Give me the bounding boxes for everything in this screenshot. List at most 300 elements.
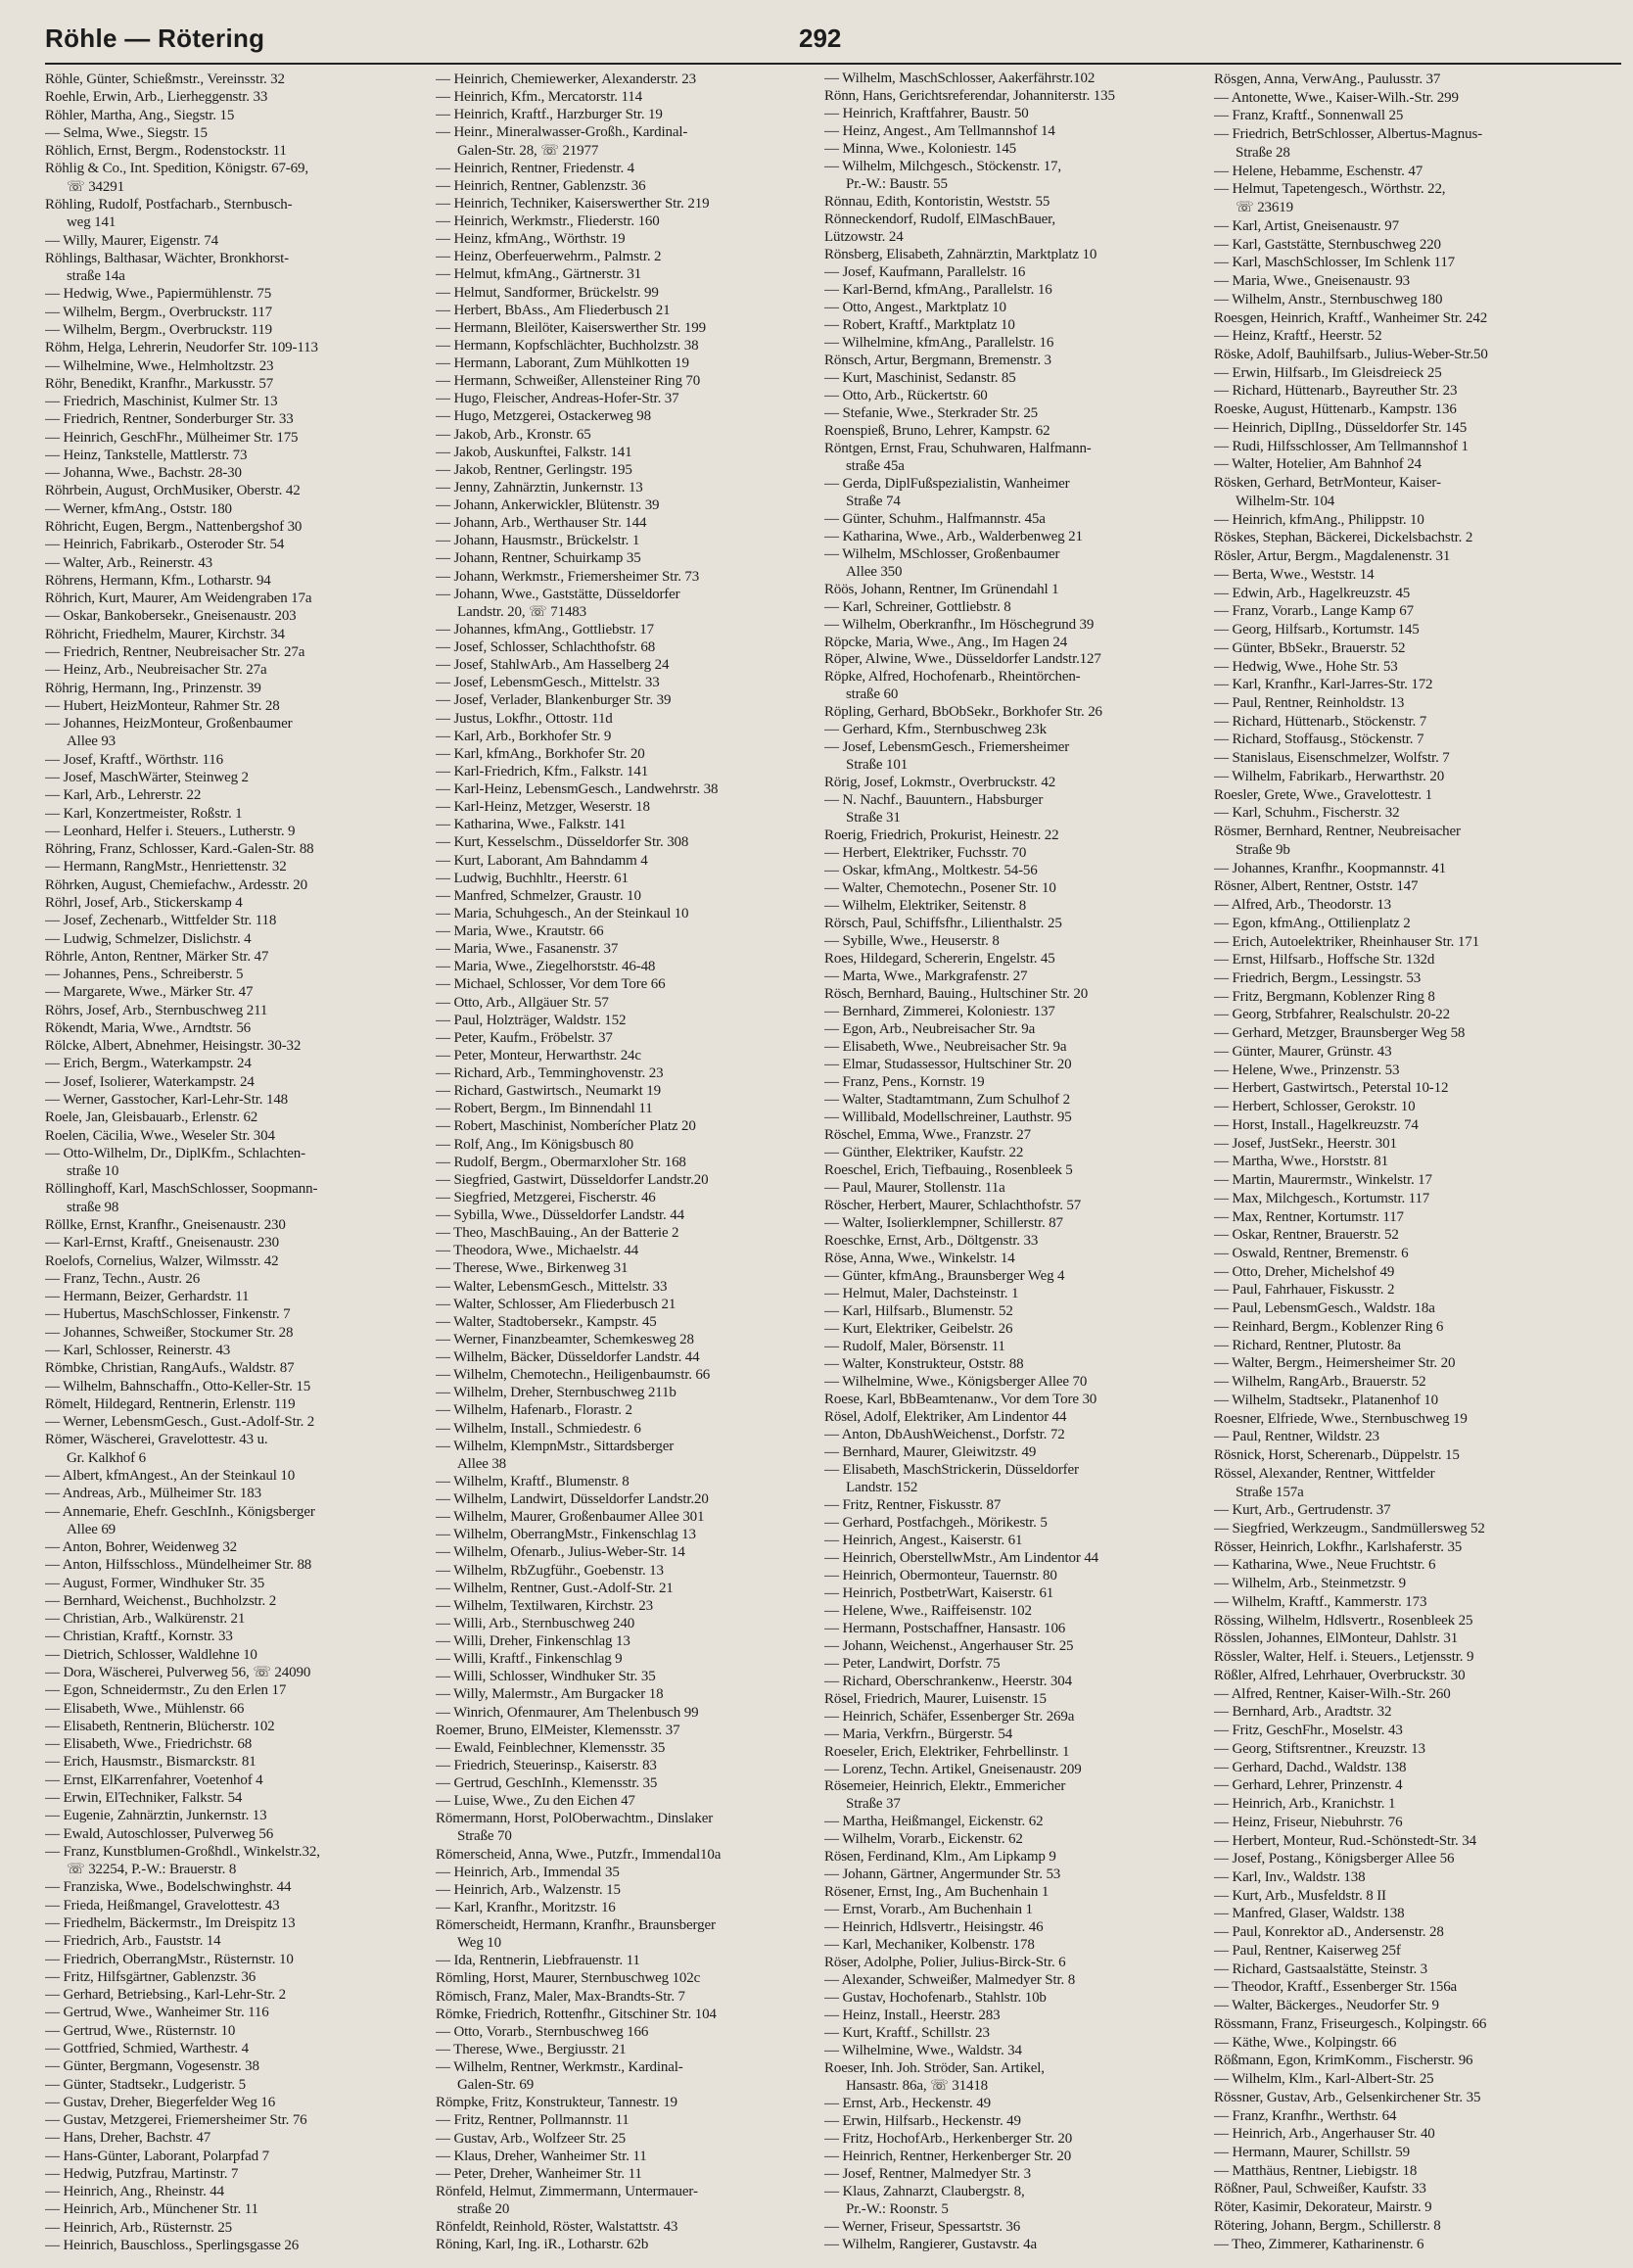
directory-entry: — Maria, Verkfrn., Bürgerstr. 54 [824,1725,1013,1742]
directory-entry: straße 45a [846,457,905,474]
directory-entry: — Friedrich, BetrSchlosser, Albertus-Magnus- [1214,126,1483,143]
directory-entry: — Wilhelm, Textilwaren, Kirchstr. 23 [436,1597,653,1614]
directory-entry: Rößler, Alfred, Lehrhauer, Overbruckstr. 30 [1214,1667,1466,1683]
directory-entry: — Walter, Stadtamtmann, Zum Schulhof 2 [824,1092,1070,1109]
directory-entry: — Katharina, Wwe., Neue Fruchtstr. 6 [1214,1557,1436,1574]
directory-entry: — Gertrud, GeschInh., Klemensstr. 35 [436,1775,658,1791]
directory-entry: Röhler, Martha, Ang., Siegstr. 15 [45,107,235,123]
directory-entry: — Ewald, Feinblechner, Klemensstr. 35 [436,1739,666,1756]
directory-entry: — Karl, Konzertmeister, Roßstr. 1 [45,805,243,822]
directory-entry: Allee 38 [457,1455,507,1472]
directory-entry: — Wilhelm, Ofenarb., Julius-Weber-Str. 14 [436,1544,685,1561]
directory-entry: Roeschke, Ernst, Arb., Döltgenstr. 33 [824,1232,1039,1249]
directory-entry: — Hermann, Postschaffner, Hansastr. 106 [824,1620,1066,1636]
directory-entry: — Heinrich, kfmAng., Philippstr. 10 [1214,511,1424,528]
directory-entry: — Hermann, Schweißer, Allensteiner Ring 70 [436,373,701,390]
directory-entry: Rönn, Hans, Gerichtsreferendar, Johanniterstr. 135 [824,87,1115,104]
directory-entry: — Heinrich, Arb., Münchener Str. 11 [45,2201,258,2218]
directory-entry: — Heinrich, GeschFhr., Mülheimer Str. 175 [45,429,299,446]
directory-entry: — Wilhelm, Kraftf., Kammerstr. 173 [1214,1593,1427,1610]
directory-entry: — Heinrich, DiplIng., Düsseldorfer Str. 145 [1214,419,1468,436]
header-rule [45,63,1621,65]
directory-entry: — Ernst, Vorarb., Am Buchenhain 1 [824,1902,1033,1918]
directory-entry: — Hans, Dreher, Bachstr. 47 [45,2130,211,2147]
directory-entry: — Helmut, Tapetengesch., Wörthstr. 22, [1214,181,1446,198]
directory-entry: Straße 31 [846,810,901,827]
directory-entry: — Heinrich, Rentner, Gablenzstr. 36 [436,177,646,194]
directory-entry: — Otto, Angest., Marktplatz 10 [824,299,1006,315]
directory-entry: — Wilhelm, Oberkranfhr., Im Höschegrund 39 [824,616,1095,633]
directory-entry: — Heinrich, Fabrikarb., Osteroder Str. 54 [45,537,285,553]
directory-entry: — Elisabeth, Wwe., Mühlenstr. 66 [45,1700,245,1717]
directory-entry: — Frieda, Heißmangel, Gravelottestr. 43 [45,1897,280,1914]
directory-entry: — Stanislaus, Eisenschmelzer, Wolfstr. 7 [1214,750,1450,767]
directory-entry: — Hans-Günter, Laborant, Polarpfad 7 [45,2148,269,2164]
directory-entry: — Wilhelm, RbZugführ., Goebenstr. 13 [436,1562,664,1579]
directory-entry: — Josef, Verlader, Blankenburger Str. 39 [436,692,672,709]
directory-entry: Roes, Hildegard, Schererin, Engelstr. 45 [824,951,1055,968]
directory-entry: Straße 74 [846,493,901,509]
directory-entry: — Wilhelm, Elektriker, Seitenstr. 8 [824,898,1027,915]
directory-entry: — Martha, Wwe., Horststr. 81 [1214,1154,1388,1170]
directory-entry: — Heinrich, Arb., Immendal 35 [436,1864,620,1880]
directory-entry: — Karl-Bernd, kfmAng., Parallelstr. 16 [824,281,1052,298]
directory-entry: — Josef, Kaufmann, Parallelstr. 16 [824,263,1026,280]
directory-entry: — Georg, Strbfahrer, Realschulstr. 20-22 [1214,1007,1450,1023]
directory-entry: — Hermann, RangMstr., Henriettenstr. 32 [45,859,287,875]
directory-entry: — Werner, Gasstocher, Karl-Lehr-Str. 148 [45,1092,289,1109]
directory-entry: — Maria, Wwe., Ziegelhorststr. 46-48 [436,959,656,975]
directory-entry: — Helene, Wwe., Raiffeisenstr. 102 [824,1602,1032,1619]
directory-entry: Rösgen, Anna, VerwAng., Paulusstr. 37 [1214,71,1441,87]
directory-entry: — Bernhard, Zimmerei, Koloniestr. 137 [824,1004,1055,1020]
directory-entry: Rönneckendorf, Rudolf, ElMaschBauer, [824,211,1056,227]
directory-entry: — Elisabeth, MaschStrickerin, Düsseldorfer [824,1461,1079,1478]
directory-entry: Rösemeier, Heinrich, Elektr., Emmericher [824,1778,1066,1795]
directory-entry: — Alfred, Rentner, Kaiser-Wilh.-Str. 260 [1214,1685,1451,1702]
directory-entry: — Katharina, Wwe., Falkstr. 141 [436,817,627,833]
directory-entry: — Elisabeth, Wwe., Neubreisacher Str. 9a [824,1039,1067,1056]
directory-entry: — Karl, Arb., Borkhofer Str. 9 [436,728,612,744]
directory-entry: — Walter, Hotelier, Am Bahnhof 24 [1214,456,1422,473]
directory-entry: — Maria, Wwe., Gneisenaustr. 93 [1214,273,1411,290]
directory-entry: Römpke, Fritz, Konstrukteur, Tannestr. 19 [436,2095,677,2111]
directory-entry: — Erich, Bergm., Waterkampstr. 24 [45,1056,252,1072]
directory-column-4 [1214,71,1594,2260]
directory-entry: — Wilhelm, OberrangMstr., Finkenschlag 13 [436,1527,696,1543]
directory-entry: ☏ 23619 [1236,200,1293,216]
directory-entry: — Wilhelmine, Wwe., Helmholtzstr. 23 [45,357,274,374]
directory-entry: — Elisabeth, Wwe., Friedrichstr. 68 [45,1736,253,1753]
directory-entry: — Georg, Stiftsrentner., Kreuzstr. 13 [1214,1740,1425,1757]
directory-entry: — Marta, Wwe., Markgrafenstr. 27 [824,969,1028,985]
directory-entry: — Bernhard, Weichenst., Buchholzstr. 2 [45,1592,277,1609]
directory-entry: — Heinrich, OberstellwMstr., Am Lindentor 44 [824,1549,1099,1566]
directory-entry: — Josef, Kraftf., Wörthstr. 116 [45,751,223,768]
directory-entry: — Johann, Arb., Werthauser Str. 144 [436,515,647,532]
directory-entry: — Walter, Stadtobersekr., Kampstr. 45 [436,1313,657,1330]
directory-entry: Röhrl, Josef, Arb., Stickerskamp 4 [45,894,243,911]
directory-entry: — Heinrich, Techniker, Kaiserswerther Str. 219 [436,195,710,212]
directory-entry: — Christian, Kraftf., Kornstr. 33 [45,1629,233,1645]
directory-entry: — Walter, Bergm., Heimersheimer Str. 20 [1214,1355,1456,1372]
directory-entry: — Heinrich, Kraftfahrer, Baustr. 50 [824,105,1029,121]
directory-entry: Rösch, Bernhard, Bauing., Hultschiner Str. 20 [824,986,1089,1003]
directory-entry: Straße 70 [457,1828,512,1845]
directory-entry: — Wilhelm, RangArb., Brauerstr. 52 [1214,1374,1426,1391]
directory-entry: Röter, Kasimir, Dekorateur, Mairstr. 9 [1214,2199,1432,2216]
directory-entry: — Hermann, Laborant, Zum Mühlkotten 19 [436,355,689,371]
directory-entry: Galen-Str. 28, ☏ 21977 [457,142,599,159]
directory-entry: — Hubertus, MaschSchlosser, Finkenstr. 7 [45,1306,291,1323]
directory-entry: — Antonette, Wwe., Kaiser-Wilh.-Str. 299 [1214,89,1459,106]
directory-entry: Römling, Horst, Maurer, Sternbuschweg 102c [436,1970,701,1987]
directory-entry: — Gerhard, Lehrer, Prinzenstr. 4 [1214,1777,1403,1794]
directory-entry: — Johann, Wwe., Gaststätte, Düsseldorfer [436,586,680,602]
directory-entry: — Horst, Install., Hagelkreuzstr. 74 [1214,1116,1419,1133]
directory-entry: — Heinrich, Kraftf., Harzburger Str. 19 [436,107,663,123]
directory-entry: — Helmut, kfmAng., Gärtnerstr. 31 [436,266,642,283]
directory-entry: — Martha, Heißmangel, Eickenstr. 62 [824,1814,1044,1830]
directory-entry: Römelt, Hildegard, Rentnerin, Erlenstr. 119 [45,1395,296,1412]
directory-entry: Röhricht, Eugen, Bergm., Nattenbergshof 30 [45,519,303,536]
directory-entry: — Fritz, GeschFhr., Moselstr. 43 [1214,1723,1403,1739]
directory-entry: Rösel, Friedrich, Maurer, Luisenstr. 15 [824,1690,1047,1707]
directory-entry: — Gottfried, Schmied, Warthestr. 4 [45,2040,249,2056]
directory-entry: — Friedrich, Steuerinsp., Kaiserstr. 83 [436,1757,657,1773]
directory-entry: Röper, Alwine, Wwe., Düsseldorfer Landstr.127 [824,651,1101,668]
directory-entry: — Walter, Arb., Reinerstr. 43 [45,554,213,571]
directory-entry: — Wilhelm, Vorarb., Eickenstr. 62 [824,1831,1023,1848]
directory-entry: — Karl, Kranfhr., Moritzstr. 16 [436,1899,616,1915]
directory-entry: — Josef, JustSekr., Heerstr. 301 [1214,1135,1397,1152]
directory-entry: — Heinrich, Bauschloss., Sperlingsgasse 26 [45,2238,300,2254]
directory-entry: — Albert, kfmAngest., An der Steinkaul 10 [45,1467,296,1484]
directory-entry: — Paul, Rentner, Reinholdstr. 13 [1214,694,1405,711]
directory-entry: — Friedrich, Bergm., Lessingstr. 53 [1214,969,1422,986]
directory-entry: — Willi, Schlosser, Windhuker Str. 35 [436,1669,656,1685]
directory-entry: — Wilhelm, Chemotechn., Heiligenbaumstr. 66 [436,1367,711,1384]
directory-entry: Röhrich, Kurt, Maurer, Am Weidengraben 17a [45,591,312,607]
directory-entry: — Günter, BbSekr., Brauerstr. 52 [1214,639,1406,656]
directory-entry: — Josef, Isolierer, Waterkampstr. 24 [45,1073,255,1090]
directory-entry: — Bernhard, Maurer, Gleiwitzstr. 49 [824,1443,1037,1460]
directory-entry: Röhring, Franz, Schlosser, Kard.-Galen-Str. 88 [45,841,314,858]
directory-entry: — Max, Rentner, Kortumstr. 117 [1214,1208,1404,1225]
directory-entry: — Fritz, Rentner, Pollmannstr. 11 [436,2112,630,2129]
directory-entry: Rösnick, Horst, Scherenarb., Düppelstr. 15 [1214,1447,1460,1464]
directory-entry: — Wilhelm, Anstr., Sternbuschweg 180 [1214,291,1443,307]
directory-entry: — Justus, Lokfhr., Ottostr. 11d [436,710,613,727]
directory-entry: — Friedrich, Maschinist, Kulmer Str. 13 [45,394,278,410]
directory-entry: Römer, Wäscherei, Gravelottestr. 43 u. [45,1432,268,1448]
directory-entry: Röske, Adolf, Bauhilfsarb., Julius-Weber-Str.50 [1214,347,1488,363]
directory-entry: — Hugo, Metzgerei, Ostackerweg 98 [436,408,651,425]
directory-entry: — Christian, Arb., Walkürenstr. 21 [45,1611,246,1628]
directory-entry: — Josef, Postang., Königsberger Allee 56 [1214,1851,1455,1867]
directory-entry: — Egon, Arb., Neubreisacher Str. 9a [824,1021,1036,1038]
directory-entry: — Heinrich, Arb., Walzenstr. 15 [436,1881,621,1898]
directory-entry: Rökendt, Maria, Wwe., Arndtstr. 56 [45,1019,252,1036]
directory-entry: Rötering, Johann, Bergm., Schillerstr. 8 [1214,2217,1441,2234]
directory-entry: Röhlich, Ernst, Bergm., Rodenstockstr. 11 [45,143,287,160]
directory-entry: Rörig, Josef, Lokmstr., Overbruckstr. 42 [824,775,1056,791]
directory-entry: — Hermann, Kopfschlächter, Buchholzstr. 38 [436,337,699,354]
directory-entry: — Anton, Bohrer, Weidenweg 32 [45,1539,238,1556]
directory-entry: Röning, Karl, Ing. iR., Lotharstr. 62b [436,2237,649,2253]
directory-entry: — Kurt, Laborant, Am Bahndamm 4 [436,852,648,869]
directory-entry: Rönfeldt, Reinhold, Röster, Walstattstr. 43 [436,2219,678,2236]
directory-entry: — Heinrich, Obermonteur, Tauernstr. 80 [824,1567,1057,1583]
directory-entry: Röskes, Stephan, Bäckerei, Dickelsbachstr. 2 [1214,530,1473,546]
directory-entry: Hansastr. 86a, ☏ 31418 [846,2078,989,2095]
directory-entry: Roenspieß, Bruno, Lehrer, Kampstr. 62 [824,422,1050,439]
directory-entry: — Hedwig, Putzfrau, Martinstr. 7 [45,2165,239,2182]
directory-entry: — Richard, Arb., Temminghovenstr. 23 [436,1065,664,1081]
directory-entry: — Fritz, Bergmann, Koblenzer Ring 8 [1214,988,1435,1005]
directory-entry: — Theodor, Kraftf., Essenberger Str. 156a [1214,1979,1458,1996]
directory-entry: Röhrken, August, Chemiefachw., Ardesstr. 20 [45,876,307,893]
directory-entry: Röhle, Günter, Schießmstr., Vereinsstr. 32 [45,71,285,87]
directory-entry: Rößner, Paul, Schweißer, Kaufstr. 33 [1214,2181,1426,2197]
directory-entry: — Selma, Wwe., Siegstr. 15 [45,124,208,141]
directory-entry: — Franz, Kraftf., Sonnenwall 25 [1214,108,1404,124]
directory-entry: — Heinz, kfmAng., Wörthstr. 19 [436,231,626,248]
directory-entry: Rösner, Albert, Rentner, Oststr. 147 [1214,878,1419,895]
directory-entry: — Hedwig, Wwe., Hohe Str. 53 [1214,658,1398,675]
directory-entry: — Kurt, Arb., Musfeldstr. 8 II [1214,1887,1386,1904]
directory-entry: — Ewald, Autoschlosser, Pulverweg 56 [45,1825,274,1842]
directory-entry: — Wilhelm, Kraftf., Blumenstr. 8 [436,1473,630,1489]
directory-entry: — Wilhelm, Bergm., Overbruckstr. 119 [45,321,273,338]
directory-entry: — Franz, Pens., Kornstr. 19 [824,1074,985,1091]
directory-entry: — Friedrich, OberrangMstr., Rüsternstr. 10 [45,1951,294,1967]
directory-entry: — Siegfried, Gastwirt, Düsseldorfer Landstr.20 [436,1171,709,1188]
directory-entry: — Paul, LebensmGesch., Waldstr. 18a [1214,1300,1435,1317]
directory-entry: — Heinrich, Chemiewerker, Alexanderstr. 23 [436,71,696,87]
directory-entry: — Heinz, Friseur, Niebuhrstr. 76 [1214,1814,1403,1830]
directory-entry: Rösel, Adolf, Elektriker, Am Lindentor 44 [824,1408,1067,1425]
directory-entry: — Robert, Bergm., Im Binnendahl 11 [436,1101,653,1117]
directory-entry: — Eugenie, Zahnärztin, Junkernstr. 13 [45,1808,267,1824]
directory-entry: — Friedrich, Rentner, Neubreisacher Str. 27a [45,644,305,660]
directory-entry: — Katharina, Wwe., Arb., Walderbenweg 21 [824,528,1083,544]
directory-entry: — Anton, Hilfsschloss., Mündelheimer Str. 88 [45,1557,312,1574]
directory-entry: Roelen, Cäcilia, Wwe., Weseler Str. 304 [45,1127,275,1144]
directory-entry: straße 14a [67,268,125,285]
directory-entry: Römisch, Franz, Maler, Max-Brandts-Str. 7 [436,1988,685,2005]
directory-entry: — Heinrich, Werkmstr., Fliederstr. 160 [436,213,660,229]
directory-entry: Gr. Kalkhof 6 [67,1449,146,1466]
directory-entry: Rösmer, Bernhard, Rentner, Neubreisacher [1214,824,1461,840]
directory-entry: Röscher, Herbert, Maurer, Schlachthofstr. 57 [824,1198,1082,1213]
directory-entry: — Herbert, Schlosser, Gerokstr. 10 [1214,1099,1416,1115]
directory-entry: Röhlig & Co., Int. Spedition, Königstr. 67-69, [45,161,308,177]
directory-entry: — Matthäus, Rentner, Liebigstr. 18 [1214,2162,1418,2179]
directory-entry: Allee 93 [67,733,117,750]
directory-entry: — Manfred, Glaser, Waldstr. 138 [1214,1906,1405,1922]
directory-entry: — Otto, Arb., Rückertstr. 60 [824,387,988,403]
directory-entry: — Paul, Konrektor aD., Andersenstr. 28 [1214,1924,1444,1941]
directory-entry: — Fritz, Hilfsgärtner, Gablenzstr. 36 [45,1968,257,1985]
directory-entry: — Oskar, kfmAng., Moltkestr. 54-56 [824,863,1038,879]
directory-entry: — Heinrich, PostbetrWart, Kaiserstr. 61 [824,1584,1054,1601]
directory-entry: — Herbert, Monteur, Rud.-Schönstedt-Str. 34 [1214,1832,1476,1849]
directory-entry: Roesner, Elfriede, Wwe., Sternbuschweg 19 [1214,1410,1468,1427]
directory-entry: — Dora, Wäscherei, Pulverweg 56, ☏ 24090 [45,1665,311,1681]
directory-entry: — Johann, Weichenst., Angerhauser Str. 25 [824,1637,1074,1654]
directory-entry: — Wilhelm, Rentner, Werkmstr., Kardinal- [436,2059,683,2075]
page-number: 292 [799,24,842,53]
directory-entry: Rönfeld, Helmut, Zimmermann, Untermauer- [436,2183,698,2199]
directory-entry: — Willy, Malermstr., Am Burgacker 18 [436,1686,664,1703]
directory-entry: — Ludwig, Buchhltr., Heerstr. 61 [436,870,629,886]
directory-entry: — Johannes, kfmAng., Gottliebstr. 17 [436,621,654,638]
directory-entry: Rönsch, Artur, Bergmann, Bremenstr. 3 [824,352,1051,368]
directory-entry: — Reinhard, Bergm., Koblenzer Ring 6 [1214,1318,1444,1335]
directory-entry: Rörsch, Paul, Schiffsfhr., Lilienthalstr. 25 [824,916,1062,932]
directory-entry: — Luise, Wwe., Zu den Eichen 47 [436,1793,635,1810]
directory-entry: — Maria, Schuhgesch., An der Steinkaul 10 [436,905,689,921]
directory-entry: — Ida, Rentnerin, Liebfrauenstr. 11 [436,1953,640,1969]
directory-entry: — Franziska, Wwe., Bodelschwinghstr. 44 [45,1879,292,1896]
directory-entry: Landstr. 20, ☏ 71483 [457,603,587,620]
directory-entry: — Leonhard, Helfer i. Steuers., Lutherstr. 9 [45,823,296,839]
directory-entry: — Karl, MaschSchlosser, Im Schlenk 117 [1214,255,1456,271]
directory-entry: — Gerda, DiplFußspezialistin, Wanheimer [824,475,1070,492]
directory-entry: — Karl, Hilfsarb., Blumenstr. 52 [824,1302,1013,1319]
directory-entry: Lützowstr. 24 [824,228,904,245]
directory-entry: — Karl, Schreiner, Gottliebstr. 8 [824,598,1011,615]
directory-entry: — Karl, Artist, Gneisenaustr. 97 [1214,217,1399,234]
directory-entry: — Wilhelm, KlempnMstr., Sittardsberger [436,1438,675,1454]
directory-entry: Rössmann, Franz, Friseurgesch., Kolpingstr. 66 [1214,2015,1487,2032]
directory-entry: Roesgen, Heinrich, Kraftf., Wanheimer Str. 242 [1214,309,1488,326]
directory-entry: — Otto-Wilhelm, Dr., DiplKfm., Schlachten- [45,1145,305,1161]
directory-entry: — Josef, LebensmGesch., Mittelstr. 33 [436,675,660,691]
directory-entry: Roehle, Erwin, Arb., Lierheggenstr. 33 [45,89,268,106]
directory-entry: Rösken, Gerhard, BetrMonteur, Kaiser- [1214,475,1441,492]
directory-entry: — Heinrich, Rentner, Friedenstr. 4 [436,160,635,176]
directory-entry: — Wilhelmine, Wwe., Waldstr. 34 [824,2043,1022,2059]
directory-entry: — Josef, Schlosser, Schlachthofstr. 68 [436,639,656,655]
directory-entry: — Josef, Zechenarb., Wittfelder Str. 118 [45,913,277,929]
directory-entry: — Wilhelm, Bergm., Overbruckstr. 117 [45,304,273,320]
directory-entry: — Minna, Wwe., Koloniestr. 145 [824,140,1017,157]
directory-entry: — Jakob, Rentner, Gerlingstr. 195 [436,461,632,478]
directory-entry: Röhling, Rudolf, Postfacharb., Sternbusch- [45,196,293,213]
directory-entry: — Ernst, ElKarrenfahrer, Voetenhof 4 [45,1772,263,1788]
directory-entry: — Richard, Gastsaalstätte, Steinstr. 3 [1214,1961,1428,1977]
directory-entry: — Fritz, HochofArb., Herkenberger Str. 20 [824,2131,1073,2148]
directory-entry: — Richard, Gastwirtsch., Neumarkt 19 [436,1083,661,1100]
directory-entry: — Heinz, Kraftf., Heerstr. 52 [1214,328,1382,345]
directory-entry: Pr.-W.: Roonstr. 5 [846,2201,949,2218]
directory-column-3 [824,71,1204,2260]
directory-entry: — Erwin, ElTechniker, Falkstr. 54 [45,1790,243,1806]
directory-entry: Röpke, Alfred, Hochofenarb., Rheintörchen- [824,669,1081,685]
directory-entry: — Johanna, Wwe., Bachstr. 28-30 [45,465,242,482]
directory-entry: — August, Former, Windhuker Str. 35 [45,1575,265,1591]
directory-entry: — Wilhelm, MSchlosser, Großenbaumer [824,545,1060,562]
directory-entry: Wilhelm-Str. 104 [1236,493,1335,509]
directory-entry: — Karl, Schuhm., Fischerstr. 32 [1214,805,1400,822]
directory-entry: — Heinz, Oberfeuerwehrm., Palmstr. 2 [436,249,662,265]
directory-entry: — Karl, kfmAng., Borkhofer Str. 20 [436,745,645,762]
directory-entry: ☏ 34291 [67,178,124,195]
directory-entry: — Klaus, Zahnarzt, Claubergstr. 8, [824,2184,1025,2200]
directory-entry: — Wilhelm, Dreher, Sternbuschweg 211b [436,1385,677,1401]
directory-entry: — Therese, Wwe., Bergiusstr. 21 [436,2041,627,2057]
directory-entry: — Peter, Dreher, Wanheimer Str. 11 [436,2165,642,2182]
directory-entry: Roesler, Grete, Wwe., Gravelottestr. 1 [1214,786,1432,803]
directory-entry: — Hermann, Bleilöter, Kaiserswerther Str. 199 [436,319,706,336]
directory-entry: Röser, Adolphe, Polier, Julius-Birck-Str. 6 [824,1955,1066,1971]
directory-entry: — Ernst, Hilfsarb., Hoffsche Str. 132d [1214,952,1435,969]
directory-column-1 [45,71,425,2260]
directory-entry: — Heinrich, Angest., Kaiserstr. 61 [824,1532,1023,1548]
directory-entry: Röhricht, Friedhelm, Maurer, Kirchstr. 34 [45,626,285,642]
directory-entry: — Heinrich, Schäfer, Essenberger Str. 269a [824,1708,1075,1725]
directory-entry: — Günter, Stadtsekr., Ludgeristr. 5 [45,2076,246,2093]
directory-entry: — Werner, kfmAng., Oststr. 180 [45,500,232,517]
directory-entry: — Wilhelm, MaschSchlosser, Aakerfährstr.102 [824,71,1096,86]
directory-entry: — Heinrich, Arb., Kranichstr. 1 [1214,1796,1396,1813]
directory-entry: — Gerhard, Metzger, Braunsberger Weg 58 [1214,1025,1466,1042]
directory-entry: — Karl, Gaststätte, Sternbuschweg 220 [1214,236,1441,253]
directory-entry: — Heinrich, Arb., Angerhauser Str. 40 [1214,2126,1435,2143]
directory-entry: — Annemarie, Ehefr. GeschInh., Königsberger [45,1503,315,1520]
directory-entry: — Heinz, Angest., Am Tellmannshof 14 [824,122,1055,139]
directory-entry: — Max, Milchgesch., Kortumstr. 117 [1214,1190,1430,1206]
directory-entry: — Josef, LebensmGesch., Friemersheimer [824,739,1070,756]
directory-entry: — Johann, Gärtner, Angermunder Str. 53 [824,1866,1061,1883]
directory-entry: — Rudolf, Maler, Börsenstr. 11 [824,1338,1005,1354]
directory-entry: Weg 10 [457,1935,501,1952]
directory-entry: Röhrens, Hermann, Kfm., Lotharstr. 94 [45,572,271,589]
directory-entry: — Josef, MaschWärter, Steinweg 2 [45,769,249,785]
directory-entry: — Johann, Hausmstr., Brückelstr. 1 [436,533,640,549]
directory-entry: — Friedrich, Arb., Fauststr. 14 [45,1933,221,1950]
directory-entry: — Otto, Vorarb., Sternbuschweg 166 [436,2023,649,2040]
directory-entry: — Sybille, Wwe., Heuserstr. 8 [824,933,1000,950]
directory-entry: — Sybilla, Wwe., Düsseldorfer Landstr. 44 [436,1207,684,1223]
directory-entry: Röhlings, Balthasar, Wächter, Bronkhorst- [45,250,289,266]
directory-entry: — Robert, Maschinist, Nomberícher Platz 20 [436,1118,696,1135]
directory-entry: Straße 9b [1236,841,1290,858]
directory-entry: Rößmann, Egon, KrimKomm., Fischerstr. 96 [1214,2053,1473,2069]
directory-entry: — Günter, Maurer, Grünstr. 43 [1214,1043,1392,1060]
directory-entry: — Hedwig, Wwe., Papiermühlenstr. 75 [45,286,272,303]
directory-entry: — Manfred, Schmelzer, Graustr. 10 [436,887,641,904]
directory-entry: — Gertrud, Wwe., Rüsternstr. 10 [45,2022,236,2039]
directory-entry: — Richard, Stoffausg., Stöckenstr. 7 [1214,732,1424,748]
directory-entry: Römermann, Horst, PolOberwachtm., Dinslaker [436,1811,714,1827]
directory-entry: — Karl-Ernst, Kraftf., Gneisenaustr. 230 [45,1235,279,1252]
directory-entry: — Richard, Hüttenarb., Bayreuther Str. 23 [1214,383,1458,400]
directory-entry: — Heinz, Tankstelle, Mattlerstr. 73 [45,447,248,463]
running-head-range: Röhle — Rötering [45,24,265,53]
directory-entry: — Heinrich, Hdlsvertr., Heisingstr. 46 [824,1919,1044,1936]
directory-entry: — Maria, Wwe., Fasanenstr. 37 [436,941,619,958]
directory-entry: — Oskar, Rentner, Brauerstr. 52 [1214,1227,1399,1244]
directory-entry: — Helmut, Sandformer, Brückelstr. 99 [436,284,659,301]
directory-entry: — Helene, Wwe., Prinzenstr. 53 [1214,1062,1400,1078]
directory-entry: — Karl, Mechaniker, Kolbenstr. 178 [824,1937,1035,1954]
directory-entry: — Wilhelm, Stadtsekr., Platanenhof 10 [1214,1392,1438,1408]
directory-entry: — Karl, Arb., Lehrerstr. 22 [45,787,202,804]
directory-entry: Roeser, Inh. Joh. Ströder, San. Artikel, [824,2060,1045,2077]
